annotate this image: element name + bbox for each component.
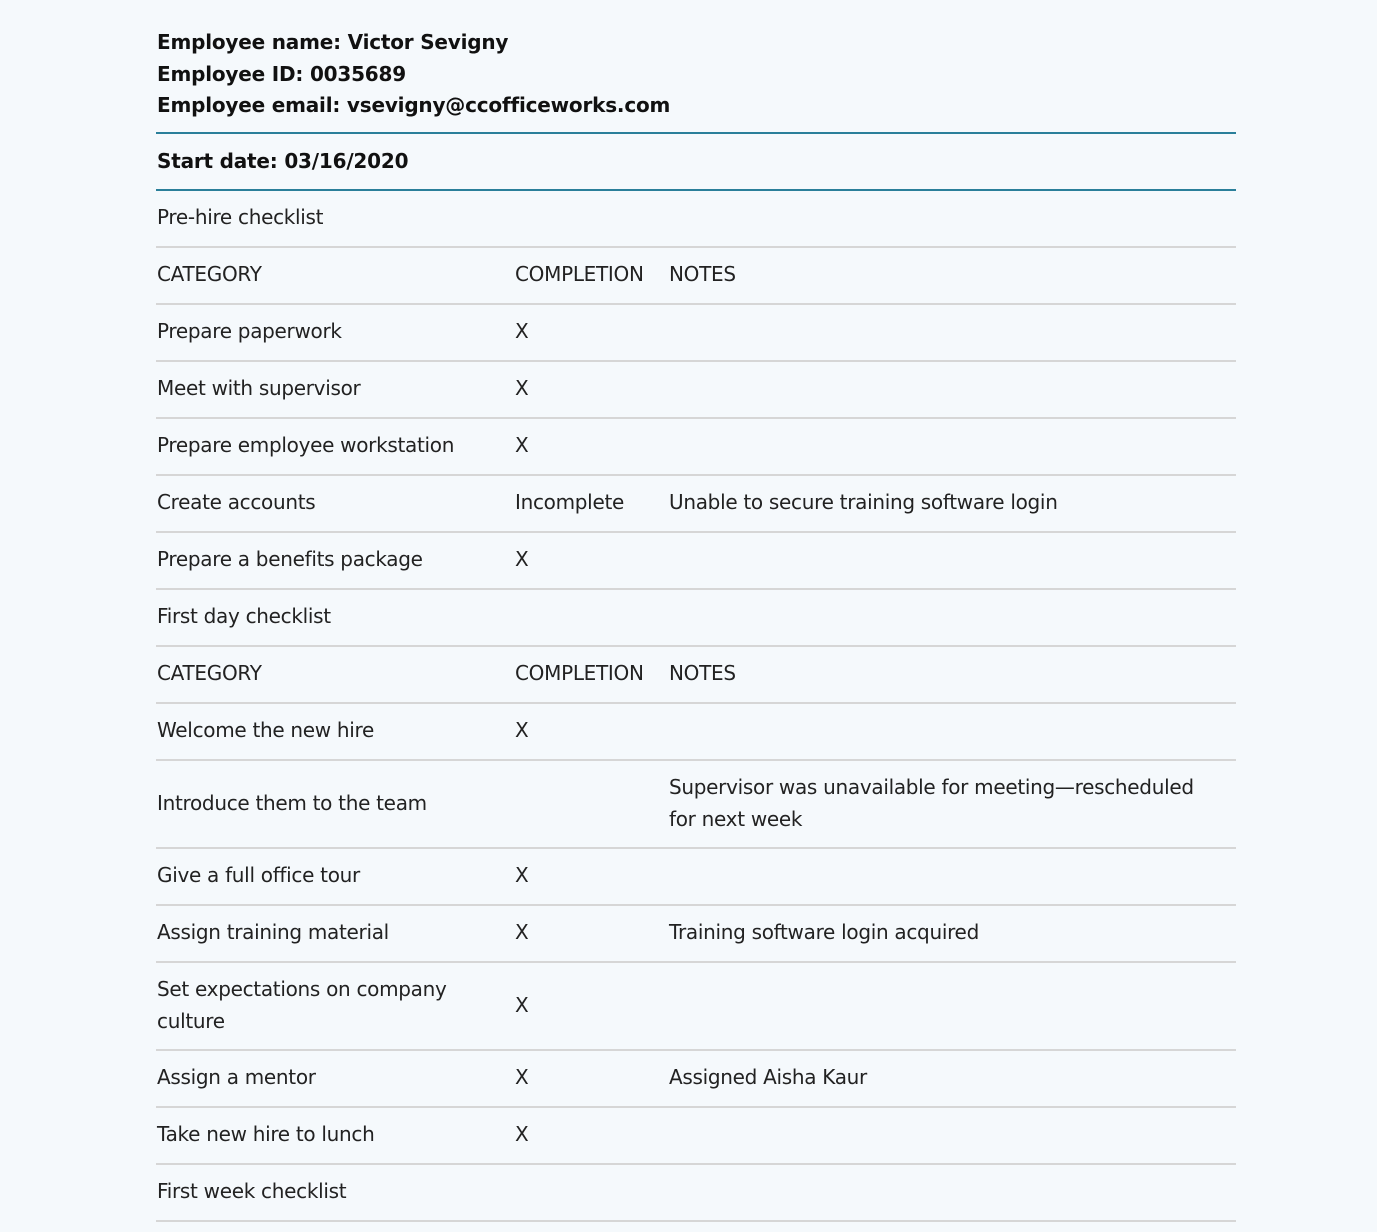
employee-id: Employee ID: 0035689	[157, 61, 406, 86]
completion-cell: X	[514, 361, 668, 418]
category-cell: Take new hire to lunch	[156, 1107, 514, 1164]
category-cell: Welcome the new hire	[156, 703, 514, 760]
table-row	[156, 361, 1236, 418]
notes-cell	[668, 1107, 1236, 1164]
completion-cell: X	[514, 703, 668, 760]
column-header-category: CATEGORY	[156, 646, 514, 703]
table-row	[156, 1107, 1236, 1164]
section-title-first-day: First day checklist	[156, 589, 1236, 646]
table-row	[156, 962, 1236, 1050]
notes-cell: Training software login acquired	[668, 905, 1236, 962]
notes-cell	[668, 304, 1236, 361]
section-title-first-week: First week checklist	[156, 1164, 1236, 1221]
category-cell: Meet with supervisor	[156, 361, 514, 418]
employee-name: Employee name: Victor Sevigny	[157, 30, 509, 54]
completion-cell: X	[514, 1107, 668, 1164]
notes-cell	[668, 703, 1236, 760]
table-row	[156, 905, 1236, 962]
column-header-completion: COMPLETION	[514, 247, 668, 304]
category-cell: Assign training material	[156, 905, 514, 962]
table-row	[156, 1050, 1236, 1107]
section-row	[156, 1164, 1236, 1221]
completion-cell: X	[514, 905, 668, 962]
category-cell: Set expectations on company culture	[156, 962, 514, 1050]
notes-cell	[668, 962, 1236, 1050]
notes-cell	[668, 532, 1236, 589]
table-row	[156, 848, 1236, 905]
checklist-table	[156, 191, 1236, 1222]
category-cell: Introduce them to the team	[156, 760, 514, 848]
table-row	[156, 532, 1236, 589]
column-header-completion: COMPLETION	[514, 646, 668, 703]
notes-cell: Assigned Aisha Kaur	[668, 1050, 1236, 1107]
table-row	[156, 760, 1236, 848]
completion-cell: Incomplete	[514, 475, 668, 532]
category-cell: Create accounts	[156, 475, 514, 532]
employee-email: Employee email: vsevigny@ccofficeworks.com	[157, 93, 671, 117]
start-date: Start date: 03/16/2020	[157, 149, 409, 173]
completion-cell: X	[514, 532, 668, 589]
category-cell: Prepare employee workstation	[156, 418, 514, 475]
section-title-pre-hire: Pre-hire checklist	[156, 191, 1236, 247]
completion-cell: X	[514, 418, 668, 475]
column-header-notes: NOTES	[668, 646, 1236, 703]
employee-info	[156, 27, 1236, 122]
category-cell: Prepare paperwork	[156, 304, 514, 361]
column-header-category: CATEGORY	[156, 247, 514, 304]
table-row	[156, 703, 1236, 760]
completion-cell: X	[514, 962, 668, 1050]
column-header-row	[156, 646, 1236, 703]
table-row	[156, 418, 1236, 475]
completion-cell: X	[514, 1050, 668, 1107]
section-row	[156, 191, 1236, 247]
notes-cell: Unable to secure training software login	[668, 475, 1236, 532]
category-cell: Assign a mentor	[156, 1050, 514, 1107]
section-row	[156, 589, 1236, 646]
notes-cell	[668, 848, 1236, 905]
table-row	[156, 304, 1236, 361]
completion-cell: X	[514, 304, 668, 361]
completion-cell: X	[514, 848, 668, 905]
category-cell: Prepare a benefits package	[156, 532, 514, 589]
column-header-row	[156, 247, 1236, 304]
category-cell: Give a full office tour	[156, 848, 514, 905]
notes-cell	[668, 418, 1236, 475]
table-row	[156, 475, 1236, 532]
notes-cell	[668, 361, 1236, 418]
notes-cell: Supervisor was unavailable for meeting—rescheduled for next week	[668, 760, 1236, 848]
completion-cell	[514, 760, 668, 848]
column-header-notes: NOTES	[668, 247, 1236, 304]
onboarding-checklist-document	[156, 27, 1236, 1222]
